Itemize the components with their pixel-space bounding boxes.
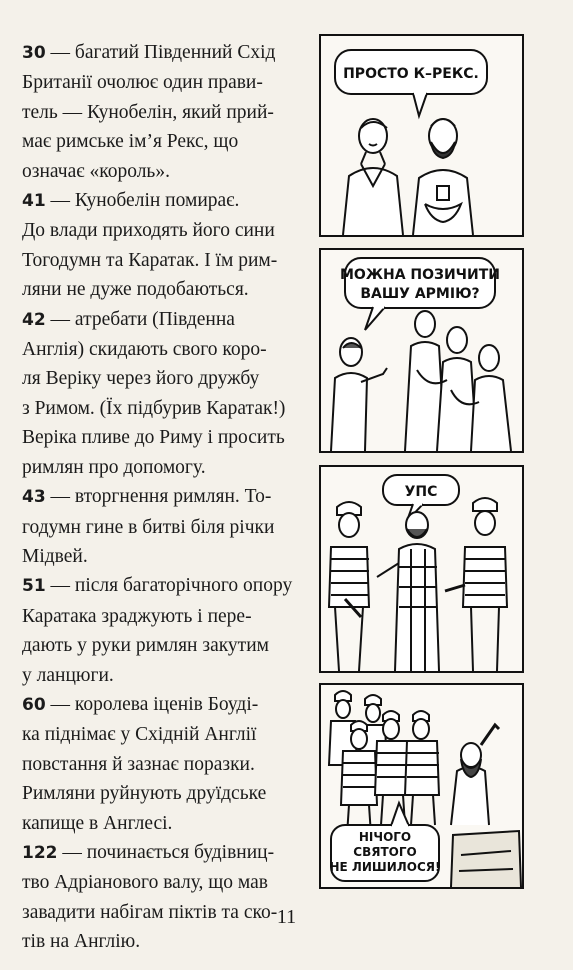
comic-illustration bbox=[321, 467, 522, 671]
entry-30: 30 — багатий Південний Схід Британії очолює один прави- тель — Кунобелін, який прий- має римське ім’я Рекс, що означає «король». bbox=[22, 42, 276, 182]
comic-panel-2 bbox=[319, 248, 524, 453]
entry-42: 42 — атребати (Південна Англія) скидають свого коро- ля Веріку через його дружбу з Римом. (Їх підбурив Каратак!) Веріка пливе до Риму і просить римлян про допомогу. bbox=[22, 308, 286, 478]
entry-43: 43 — вторгнення римлян. То- годумн гине в битві біля річки Мідвей. bbox=[22, 486, 275, 567]
year: 51 bbox=[22, 576, 46, 597]
captive-man-figure bbox=[377, 512, 439, 671]
bubble-text: МОЖНА ПОЗИЧИТИ bbox=[340, 267, 500, 283]
bubble-text: СВЯТОГО bbox=[353, 845, 417, 859]
chronology-text bbox=[22, 38, 312, 957]
bald-man-figure bbox=[343, 119, 403, 235]
comic-panel-3 bbox=[319, 465, 524, 673]
roman-senators-figures bbox=[405, 311, 511, 451]
bubble-text: ПРОСТО К–РЕКС. bbox=[343, 66, 479, 82]
bearded-king-figure bbox=[413, 119, 473, 235]
entry-122: 122 — починається будівниц- тво Адріанового валу, що мав завадити набігам піктів та ско- тів на Англію. bbox=[22, 841, 278, 953]
year: 43 bbox=[22, 487, 46, 508]
druid-figure bbox=[451, 725, 499, 825]
year: 42 bbox=[22, 309, 46, 330]
bubble-text: НІЧОГО bbox=[358, 830, 412, 844]
speech-bubble bbox=[330, 803, 441, 881]
bubble-text: НЕ ЛИШИЛОСЯ! bbox=[329, 860, 441, 874]
comic-panel-4 bbox=[319, 683, 524, 889]
comic-panel-1 bbox=[319, 34, 524, 237]
comic-illustration bbox=[321, 685, 522, 887]
year: 122 bbox=[22, 842, 58, 863]
year: 41 bbox=[22, 191, 46, 212]
comic-illustration bbox=[321, 36, 522, 235]
entry-51: 51 — після багаторічного опору Каратака зраджують і пере- дають у руки римлян закутим у ланцюги. bbox=[22, 575, 293, 686]
stone-altar bbox=[451, 831, 521, 887]
left-soldier-figure bbox=[329, 502, 369, 671]
bubble-text: УПС bbox=[404, 484, 438, 500]
entry-41: 41 — Кунобелін помирає. До влади приходять його сини Тогодумн та Каратак. І їм рим- ляни не дуже подобаються. bbox=[22, 190, 278, 301]
entry-60: 60 — королева іценів Боуді- ка піднімає у Східній Англії повстання й зазнає поразки. Римляни руйнують друїдське капище в Англесі. bbox=[22, 693, 267, 834]
year: 30 bbox=[22, 43, 46, 63]
pleading-man-figure bbox=[331, 338, 387, 451]
speech-bubble bbox=[335, 50, 487, 116]
right-soldier-figure bbox=[445, 498, 507, 671]
roman-soldiers-group bbox=[329, 691, 439, 835]
page-number: 11 bbox=[276, 906, 297, 928]
bubble-text: ВАШУ АРМІЮ? bbox=[360, 286, 480, 302]
year: 60 bbox=[22, 694, 46, 715]
comic-illustration bbox=[321, 250, 522, 451]
